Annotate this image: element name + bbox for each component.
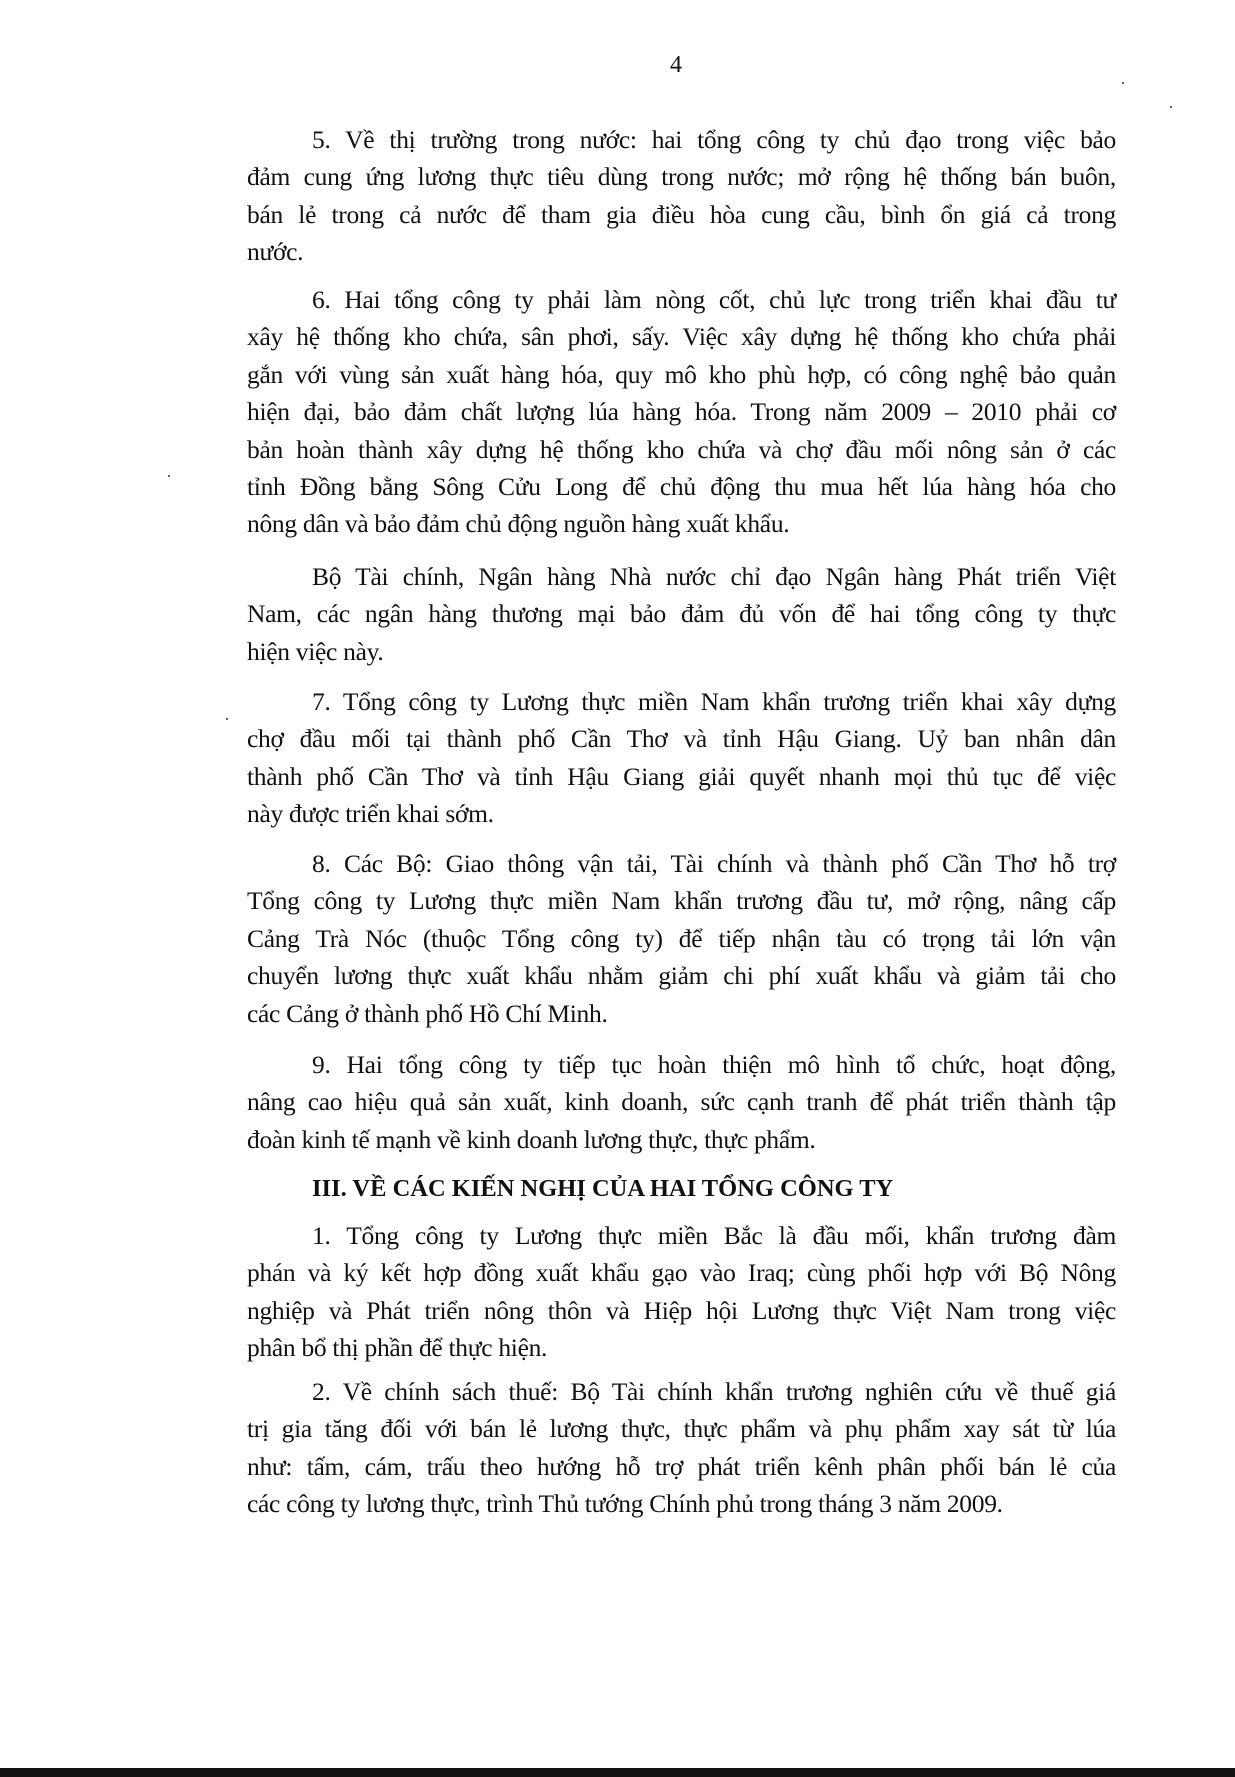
- text-line: đoàn kinh tế mạnh về kinh doanh lương thực, thực phẩm.: [247, 1124, 816, 1154]
- text-line: 2. Về chính sách thuế: Bộ Tài chính khẩn trương nghiên cứu về thuế giá: [312, 1377, 1116, 1406]
- text-line: bán lẻ trong cả nước để tham gia điều hòa cung cầu, bình ổn giá cả trong: [247, 199, 1116, 229]
- text-line: 6. Hai tổng công ty phải làm nòng cốt, chủ lực trong triển khai đầu tư: [312, 285, 1116, 314]
- text-line: 8. Các Bộ: Giao thông vận tải, Tài chính và thành phố Cần Thơ hỗ trợ: [312, 849, 1116, 878]
- text-line: các công ty lương thực, trình Thủ tướng Chính phủ trong tháng 3 năm 2009.: [247, 1489, 1003, 1519]
- text-line: nước.: [247, 237, 304, 267]
- scan-bottom-edge: [0, 1768, 1235, 1777]
- text-line: chuyển lương thực xuất khẩu nhằm giảm chi phí xuất khẩu và giảm tải cho: [247, 961, 1116, 991]
- text-line: hiện việc này.: [247, 636, 384, 666]
- section-heading: III. VỀ CÁC KIẾN NGHỊ CỦA HAI TỔNG CÔNG TY: [312, 1175, 894, 1202]
- text-line: nông dân và bảo đảm chủ động nguồn hàng xuất khẩu.: [247, 509, 790, 539]
- text-line: 9. Hai tổng công ty tiếp tục hoàn thiện mô hình tổ chức, hoạt động,: [312, 1050, 1116, 1079]
- text-line: bản hoàn thành xây dựng hệ thống kho chứa và chợ đầu mối nông sản ở các: [247, 434, 1116, 464]
- text-line: Tổng công ty Lương thực miền Nam khẩn trương đầu tư, mở rộng, nâng cấp: [247, 886, 1116, 916]
- text-line: hiện đại, bảo đảm chất lượng lúa hàng hóa. Trong năm 2009 – 2010 phải cơ: [247, 397, 1116, 427]
- text-line: Bộ Tài chính, Ngân hàng Nhà nước chỉ đạo Ngân hàng Phát triển Việt: [312, 562, 1116, 591]
- scan-speck: [168, 475, 170, 477]
- scan-speck: [1170, 106, 1172, 108]
- paragraph-iii-2: [247, 1373, 1116, 1523]
- scan-speck: [226, 718, 228, 720]
- text-line: tỉnh Đồng bằng Sông Cửu Long để chủ động thu mua hết lúa hàng hóa cho: [247, 471, 1116, 501]
- paragraph-6: [247, 281, 1116, 543]
- text-line: chợ đầu mối tại thành phố Cần Thơ và tỉnh Hậu Giang. Uỷ ban nhân dân: [247, 724, 1116, 754]
- text-line: Cảng Trà Nóc (thuộc Tổng công ty) để tiếp nhận tàu có trọng tải lớn vận: [247, 923, 1116, 953]
- text-line: 7. Tổng công ty Lương thực miền Nam khẩn trương triển khai xây dựng: [312, 687, 1116, 716]
- text-line: thành phố Cần Thơ và tỉnh Hậu Giang giải quyết nhanh mọi thủ tục để việc: [247, 761, 1116, 791]
- paragraph-8: [247, 845, 1116, 1032]
- text-line: các Cảng ở thành phố Hồ Chí Minh.: [247, 998, 608, 1028]
- page-number: 4: [670, 52, 682, 78]
- text-line: 1. Tổng công ty Lương thực miền Bắc là đầu mối, khẩn trương đàm: [312, 1221, 1116, 1250]
- text-line: nghiệp và Phát triển nông thôn và Hiệp hội Lương thực Việt Nam trong việc: [247, 1295, 1116, 1325]
- paragraph-5: [247, 121, 1116, 271]
- paragraph-iii-1: [247, 1217, 1116, 1367]
- text-line: như: tấm, cám, trấu theo hướng hỗ trợ phát triển kênh phân phối bán lẻ của: [247, 1451, 1116, 1481]
- text-line: trị gia tăng đối với bán lẻ lương thực, thực phẩm và phụ phẩm xay sát từ lúa: [247, 1414, 1116, 1444]
- text-line: Nam, các ngân hàng thương mại bảo đảm đủ vốn để hai tổng công ty thực: [247, 599, 1116, 629]
- paragraph-funding: [247, 558, 1116, 670]
- text-line: phân bổ thị phần để thực hiện.: [247, 1333, 548, 1363]
- text-line: xây hệ thống kho chứa, sân phơi, sấy. Việc xây dựng hệ thống kho chứa phải: [247, 322, 1116, 352]
- text-line: đảm cung ứng lương thực tiêu dùng trong nước; mở rộng hệ thống bán buôn,: [247, 162, 1116, 192]
- text-line: phán và ký kết hợp đồng xuất khẩu gạo vào Iraq; cùng phối hợp với Bộ Nông: [247, 1258, 1116, 1288]
- scan-speck: [1122, 82, 1124, 84]
- text-line: 5. Về thị trường trong nước: hai tổng công ty chủ đạo trong việc bảo: [312, 125, 1116, 154]
- paragraph-7: [247, 683, 1116, 833]
- paragraph-9: [247, 1046, 1116, 1158]
- text-line: này được triển khai sớm.: [247, 799, 494, 829]
- text-line: gắn với vùng sản xuất hàng hóa, quy mô kho phù hợp, có công nghệ bảo quản: [247, 359, 1116, 389]
- text-line: nâng cao hiệu quả sản xuất, kinh doanh, sức cạnh tranh để phát triển thành tập: [247, 1087, 1116, 1117]
